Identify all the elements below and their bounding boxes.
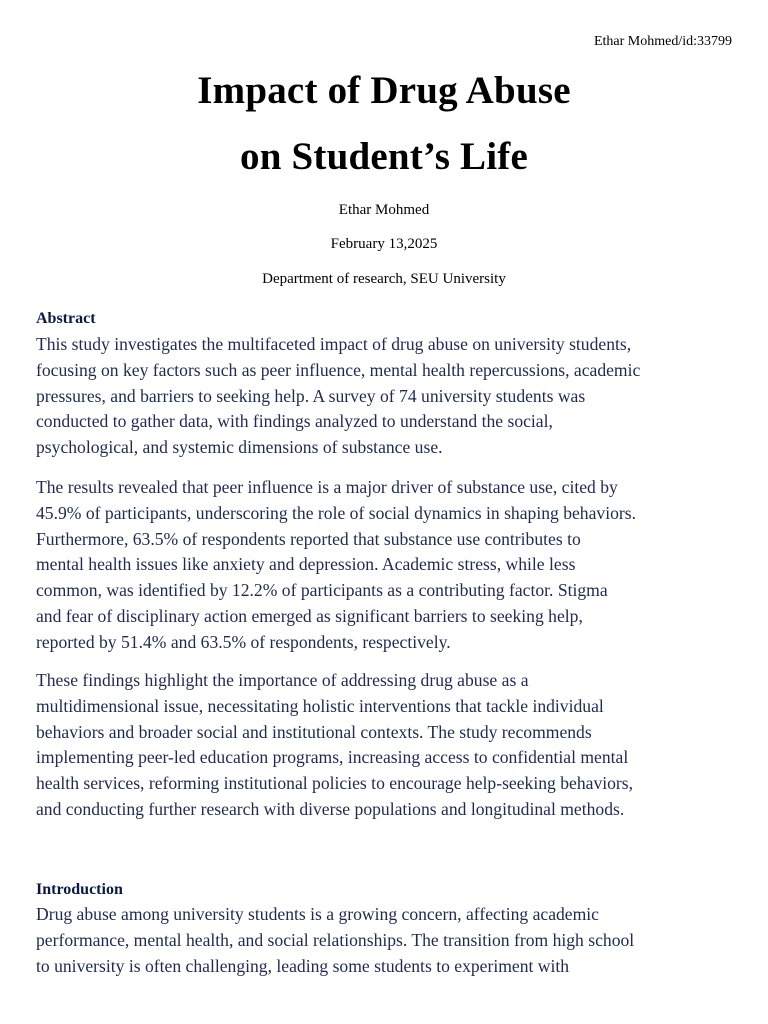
paragraph-line: performance, mental health, and social relationships. The transition from high school [36,929,635,950]
paragraph-line: This study investigates the multifaceted impact of drug abuse on university students, [36,334,632,354]
paragraph-line: common, was identified by 12.2% of participants as a contributing factor. Stigma [36,580,608,601]
abstract-heading: Abstract [36,310,96,327]
paragraph-line: behaviors and broader social and institutional contexts. The study recommends [36,721,592,742]
paragraph-line: 45.9% of participants, underscoring the role of social dynamics in shaping behaviors. [36,502,636,523]
paragraph-line: health services, reforming institutional policies to encourage help-seeking behaviors, [36,773,634,794]
title-line-1: Impact of Drug Abuse [197,69,571,112]
paragraph-line: to university is often challenging, leading some students to experiment with [36,955,570,976]
paragraph-line: Furthermore, 63.5% of respondents reported that substance use contributes to [36,528,581,549]
author-name: Ethar Mohmed [338,202,430,218]
abstract-paragraph-1 [36,332,736,461]
paragraph-line: reported by 51.4% and 63.5% of respondents, respectively. [36,631,451,652]
abstract-paragraph-3 [36,668,736,823]
paragraph-line: pressures, and barriers to seeking help. A survey of 74 university students was [36,385,586,406]
introduction-heading: Introduction [36,881,123,898]
paragraph-line: The results revealed that peer influence is a major driver of substance use, cited by [36,477,618,497]
paragraph-line: and conducting further research with diverse populations and longitudinal methods. [36,798,625,819]
abstract-paragraph-2 [36,475,736,656]
paragraph-line: implementing peer-led education programs, increasing access to confidential mental [36,747,629,768]
introduction-paragraph [36,902,736,979]
paragraph-line: mental health issues like anxiety and depression. Academic stress, while less [36,554,576,575]
paragraph-line: multidimensional issue, necessitating holistic interventions that tackle individual [36,695,604,716]
paragraph-line: psychological, and systemic dimensions of substance use. [36,437,443,458]
department-affiliation: Department of research, SEU University [262,271,506,287]
title-line-2: on Student’s Life [240,135,528,178]
paragraph-line: focusing on key factors such as peer influence, mental health repercussions, academic [36,359,641,380]
paragraph-line: Drug abuse among university students is a growing concern, affecting academic [36,904,599,924]
paragraph-line: These findings highlight the importance of addressing drug abuse as a [36,670,529,690]
paragraph-line: conducted to gather data, with findings analyzed to understand the social, [36,411,553,432]
paragraph-line: and fear of disciplinary action emerged as significant barriers to seeking help, [36,605,583,626]
author-id-header: Ethar Mohmed/id:33799 [593,34,732,49]
publication-date: February 13,2025 [330,236,438,252]
